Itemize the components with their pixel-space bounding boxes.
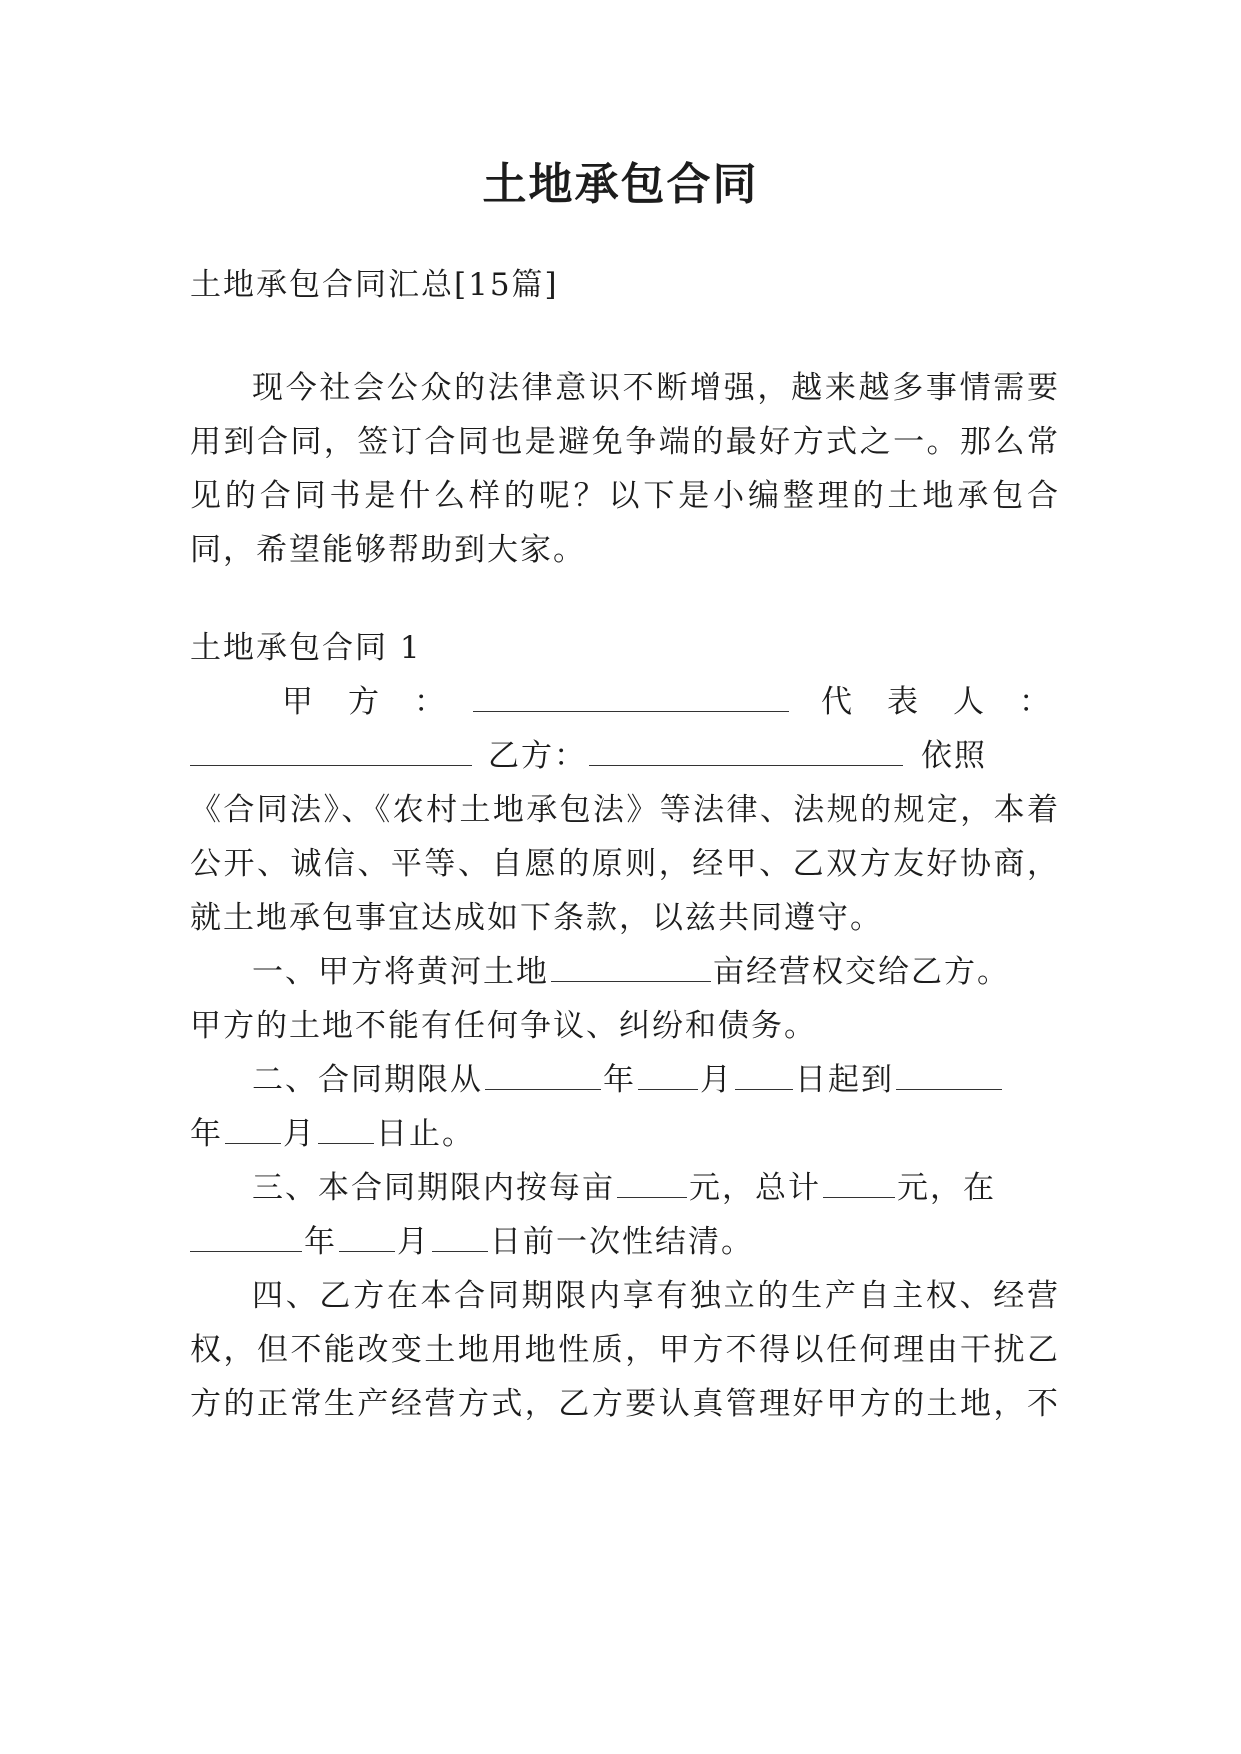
clause-3-line-2 xyxy=(190,1222,1060,1262)
clause-2-year-a: 年 xyxy=(603,1062,636,1098)
preamble-line-1: 《合同法》、《农村土地承包法》等法律、法规的规定，本着 xyxy=(190,792,1060,828)
intro-line-4: 同，希望能够帮助到大家。 xyxy=(190,532,586,568)
clause-2-month-a: 月 xyxy=(700,1062,733,1098)
clause-3-total-label: 元，总计 xyxy=(689,1170,821,1206)
end-month-blank xyxy=(225,1117,281,1144)
acreage-blank xyxy=(551,955,711,982)
clause-2-month-b: 月 xyxy=(283,1116,316,1152)
clause-2-year-b: 年 xyxy=(190,1116,223,1152)
clause-4-line-3: 方的正常生产经营方式，乙方要认真管理好甲方的土地，不 xyxy=(190,1386,1060,1422)
clause-3-text-a: 三、本合同期限内按每亩 xyxy=(252,1170,615,1206)
party-b-line xyxy=(190,736,1060,776)
clause-4-line-2: 权，但不能改变土地用地性质，甲方不得以任何理由干扰乙 xyxy=(190,1332,1060,1368)
pay-year-blank xyxy=(190,1225,302,1252)
price-per-mu-blank xyxy=(617,1171,687,1198)
yizhao-text: 依照 xyxy=(921,738,987,774)
document-subtitle: 土地承包合同汇总[15篇] xyxy=(190,267,559,303)
representative-blank xyxy=(190,739,472,766)
start-month-blank xyxy=(638,1063,698,1090)
clause-3-line-1 xyxy=(190,1168,1122,1208)
start-year-blank xyxy=(485,1063,601,1090)
page-title: 土地承包合同 xyxy=(482,159,759,210)
clause-3-at-label: 元，在 xyxy=(897,1170,996,1206)
party-a-label: 甲 方 ： xyxy=(282,684,447,720)
intro-line-1: 现今社会公众的法律意识不断增强，越来越多事情需要 xyxy=(252,370,1060,406)
party-b-blank xyxy=(589,739,903,766)
clause-1-line-1 xyxy=(190,952,1122,992)
section-heading: 土地承包合同 1 xyxy=(190,630,422,666)
clause-2-day-from: 日起到 xyxy=(795,1062,894,1098)
total-amount-blank xyxy=(823,1171,895,1198)
clause-3-day-end: 日前一次性结清。 xyxy=(490,1224,754,1260)
party-b-label: 乙方： xyxy=(488,738,587,774)
end-day-blank xyxy=(318,1117,374,1144)
clause-1-text-b: 亩经营权交给乙方。 xyxy=(713,954,1010,990)
preamble-line-2: 公开、诚信、平等、自愿的原则，经甲、乙双方友好协商， xyxy=(190,846,1060,882)
clause-4-line-1: 四、乙方在本合同期限内享有独立的生产自主权、经营 xyxy=(252,1278,1060,1314)
pay-month-blank xyxy=(339,1225,395,1252)
clause-1-text-a: 一、甲方将黄河土地 xyxy=(252,954,549,990)
clause-2-line-2 xyxy=(190,1114,1060,1154)
pay-day-blank xyxy=(432,1225,488,1252)
end-year-blank-a xyxy=(896,1063,1002,1090)
clause-2-day-to: 日止。 xyxy=(376,1116,475,1152)
clause-3-month: 月 xyxy=(397,1224,430,1260)
intro-line-3: 见的合同书是什么样的呢？以下是小编整理的土地承包合 xyxy=(190,478,1060,514)
clause-2-text-a: 二、合同期限从 xyxy=(252,1062,483,1098)
representative-label: 代 表 人 ： xyxy=(821,684,1052,720)
clause-3-year: 年 xyxy=(304,1224,337,1260)
clause-2-line-1 xyxy=(190,1060,1122,1100)
party-a-blank xyxy=(473,685,789,712)
intro-line-2: 用到合同，签订合同也是避免争端的最好方式之一。那么常 xyxy=(190,424,1060,460)
clause-1-line-2: 甲方的土地不能有任何争议、纠纷和债务。 xyxy=(190,1008,817,1044)
start-day-blank xyxy=(735,1063,793,1090)
preamble-line-3: 就土地承包事宜达成如下条款，以兹共同遵守。 xyxy=(190,900,883,936)
party-line xyxy=(190,682,1060,722)
